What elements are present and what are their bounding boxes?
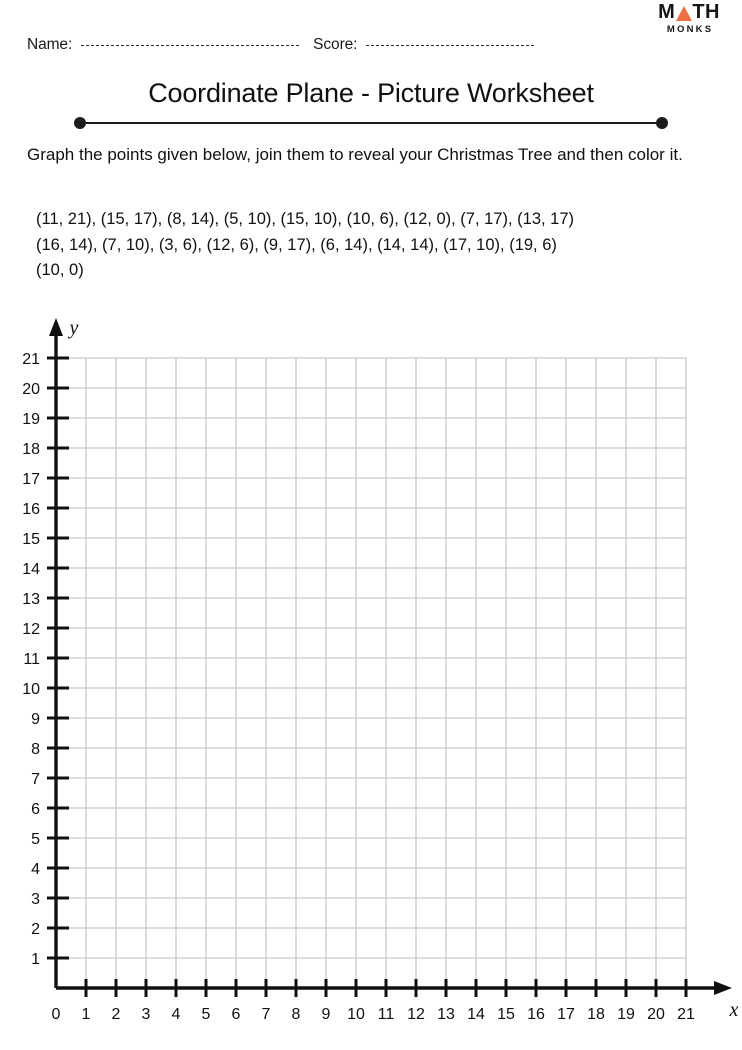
points-line: (10, 0) [36,261,84,280]
points-line: (16, 14), (7, 10), (3, 6), (12, 6), (9, 17), (6, 14), (14, 14), (17, 10), (19, 6) [36,235,557,254]
grid-lines [56,358,686,988]
tick-labels [22,351,695,1023]
y-tick-label: 11 [23,651,40,668]
axis-names [68,317,739,1021]
x-tick-label: 7 [261,1006,271,1023]
name-label: Name: [27,36,73,53]
y-tick-label: 18 [22,441,40,458]
x-tick-label: 19 [617,1006,635,1023]
instructions-text: Graph the points given below, join them to reveal your Christmas Tree and then color it. [27,145,683,164]
y-tick-label: 16 [22,501,40,518]
axes [49,318,732,995]
x-tick-label: 20 [647,1006,665,1023]
tick-marks [47,358,686,997]
x-tick-label: 18 [587,1006,605,1023]
x-tick-label: 16 [527,1006,545,1023]
y-tick-label: 13 [22,591,40,608]
logo-letter-m: M [658,1,676,23]
x-tick-label: 21 [677,1006,695,1023]
x-tick-label: 13 [437,1006,455,1023]
y-tick-label: 4 [31,861,40,878]
y-tick-label: 8 [31,741,40,758]
y-tick-label: 21 [22,351,40,368]
y-tick-label: 19 [22,411,40,428]
logo-letters-th: TH [692,1,720,23]
x-axis-label: x [729,999,739,1021]
page-title: Coordinate Plane - Picture Worksheet [148,78,594,108]
x-tick-label: 4 [171,1006,181,1023]
y-tick-label: 15 [22,531,40,548]
x-tick-label: 1 [81,1006,91,1023]
y-axis-label: y [69,317,79,339]
x-tick-label: 17 [557,1006,575,1023]
points-line: (11, 21), (15, 17), (8, 14), (5, 10), (15, 10), (10, 6), (12, 0), (7, 17), (13, 17) [36,210,575,228]
y-tick-label: 3 [31,891,40,908]
x-tick-label: 6 [231,1006,241,1023]
x-tick-label: 3 [141,1006,151,1023]
y-tick-label: 9 [31,711,40,728]
y-tick-label: 17 [22,471,40,488]
y-tick-label: 12 [22,621,40,638]
x-tick-label: 5 [201,1006,211,1023]
logo-subtext: MONKS [666,24,714,35]
y-tick-label: 14 [22,561,40,578]
x-tick-label: 15 [497,1006,515,1023]
x-tick-label: 8 [291,1006,301,1023]
x-axis-arrow-icon [714,981,732,995]
x-tick-label: 0 [51,1006,61,1023]
y-tick-label: 2 [31,921,40,938]
x-tick-label: 11 [377,1006,395,1023]
y-tick-label: 1 [31,951,40,968]
y-tick-label: 5 [31,831,40,848]
y-tick-label: 20 [22,381,40,398]
x-tick-label: 12 [407,1006,425,1023]
x-tick-label: 9 [321,1006,331,1023]
y-tick-label: 10 [22,681,40,698]
score-label: Score: [313,36,358,53]
x-tick-label: 2 [111,1006,121,1023]
x-tick-label: 10 [347,1006,365,1023]
y-tick-label: 6 [31,801,40,818]
x-tick-label: 14 [467,1006,485,1023]
y-tick-label: 7 [31,771,40,788]
y-axis-arrow-icon [49,318,63,336]
